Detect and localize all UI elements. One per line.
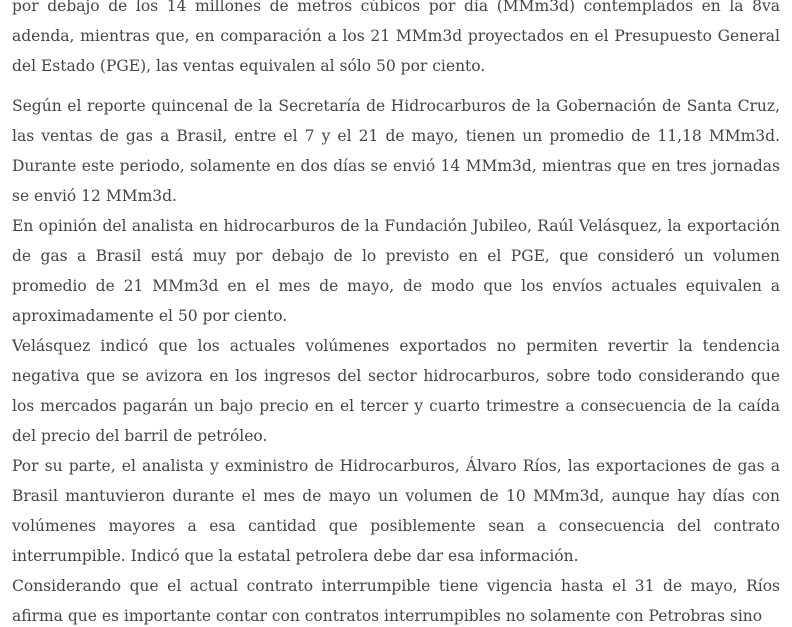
article-paragraph: Por su parte, el analista y exministro de Hidrocarburos, Álvaro Ríos, las exportaciones de gas a Brasil mantuvieron durante el mes de mayo un volumen de 10 MMm3d, aunque hay días con volúmenes mayores a esa cantidad que posiblemente sean a consecuencia del contrato interrumpible. Indicó que la estatal petrolera debe dar esa información. bbox=[12, 457, 780, 565]
article-paragraph: Velásquez indicó que los actuales volúmenes exportados no permiten revertir la tendencia negativa que se avizora en los ingresos del sector hidrocarburos, sobre todo considerando que los mercados pagarán un bajo precio en el tercer y cuarto trimestre a consecuencia de la caída del precio del barril de petróleo. bbox=[12, 337, 780, 445]
article-paragraph: Considerando que el actual contrato interrumpible tiene vigencia hasta el 31 de mayo, Ríos afirma que es importante contar con contratos interrumpibles no solamente con Petrobras sino bbox=[12, 577, 780, 625]
article-paragraph: Según el reporte quincenal de la Secretaría de Hidrocarburos de la Gobernación de Santa Cruz, las ventas de gas a Brasil, entre el 7 y el 21 de mayo, tienen un promedio de 11,18 MMm3d. Durante este periodo, solamente en dos días se envió 14 MMm3d, mientras que en tres jornadas se envió 12 MMm3d. bbox=[12, 97, 780, 205]
article-paragraph: por debajo de los 14 millones de metros cúbicos por día (MMm3d) contemplados en la 8va adenda, mientras que, en comparación a los 21 MMm3d proyectados en el Presupuesto General del Estado (PGE), las ventas equivalen al sólo 50 por ciento. bbox=[12, 0, 780, 75]
article-paragraph: En opinión del analista en hidrocarburos de la Fundación Jubileo, Raúl Velásquez, la exportación de gas a Brasil está muy por debajo de lo previsto en el PGE, que consideró un volumen promedio de 21 MMm3d en el mes de mayo, de modo que los envíos actuales equivalen a aproximadamente el 50 por ciento. bbox=[12, 217, 780, 325]
